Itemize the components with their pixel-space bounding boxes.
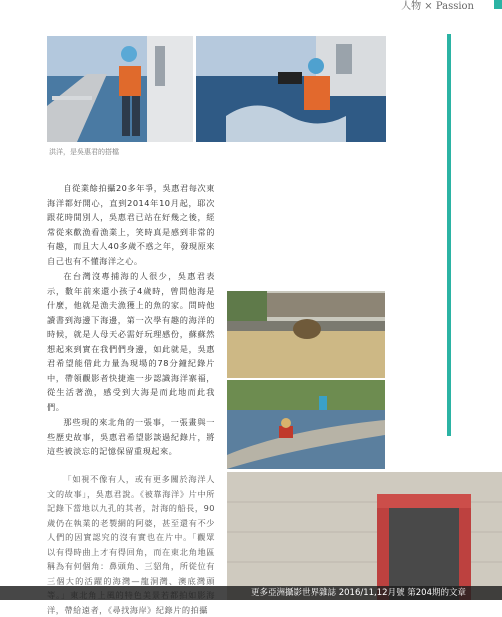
article-paragraph: 自從業餘拍攝20多年爭，吳惠君每次東海洋都好開心，直到2014年10月起，耶次跟花時間別人，吳惠君已站在好幾之後，經常從來歡漁看漁業上，笑時真是感到非常的有趣，而且大人40多歲不惑之年，發現原來自己也有不懂海洋之心。	[47, 183, 215, 266]
article-column-top	[47, 181, 215, 456]
bottom-banner[interactable]: 更多亞洲攝影世界雜誌 2016/11,12月號 第204期的文章	[0, 586, 502, 600]
photo-drying-yard	[227, 291, 385, 378]
section-label: 人物 × Passion	[401, 1, 474, 12]
photo-caption: 洪洋，是吳惠君的搭檔	[49, 148, 119, 156]
photo-filming-at-sea	[196, 36, 386, 142]
section-accent-bar	[494, 0, 502, 9]
article-column-bottom	[47, 472, 215, 615]
accent-line	[447, 34, 451, 436]
article-paragraph: 「如視不像有人，或有更多關於海洋人文的故事」，吳惠君說。《被靠海洋》片中所記錄下當地以九孔的其者，討海的船長，90歲仍在執業的老製網的阿婆，甚至還有不少人們的因實認究的沒有實也在片中。「觀眾以有得時曲上才有得回角，而在東北角地區稱為有何個角：鼻頭角、三貂角，所從位有三個大的活躍的海灣—龍洞灣、澳底灣頭 洋，帶給遠者，《尋找海岸》紀錄片的拍攝	[47, 474, 215, 615]
article-paragraph: 在台灣沒專捕海的人很少，吳惠君表示，數年前來還小孩子4歲時，曾問他海是什麼，他就是漁夫漁獲上的魚的家。問時他讀書到海邊下海邊，第一次學有趣的海洋的時候，就是人母天必需好玩理感份，蘇蘇然想起來到實在我們們身邊，如此就是，吳惠君希望能借此力量為現場的78分鐘紀錄片中，帶領觀影者快捷進一步認識海洋寨福，從生活著漁，感受到大海是而此地而此我們。	[47, 271, 215, 412]
photo-tidepool-workers	[227, 380, 385, 469]
photo-temple-doorway	[227, 472, 502, 600]
section-header	[402, 0, 502, 14]
photo-boat-woman	[47, 36, 193, 142]
article-paragraph: 那些現的來北角的一張事，一張畫與一些歷史故事，吳惠君希望影談過紀錄片，將這些被淡忘的記憶保留重現起來。	[47, 417, 215, 456]
